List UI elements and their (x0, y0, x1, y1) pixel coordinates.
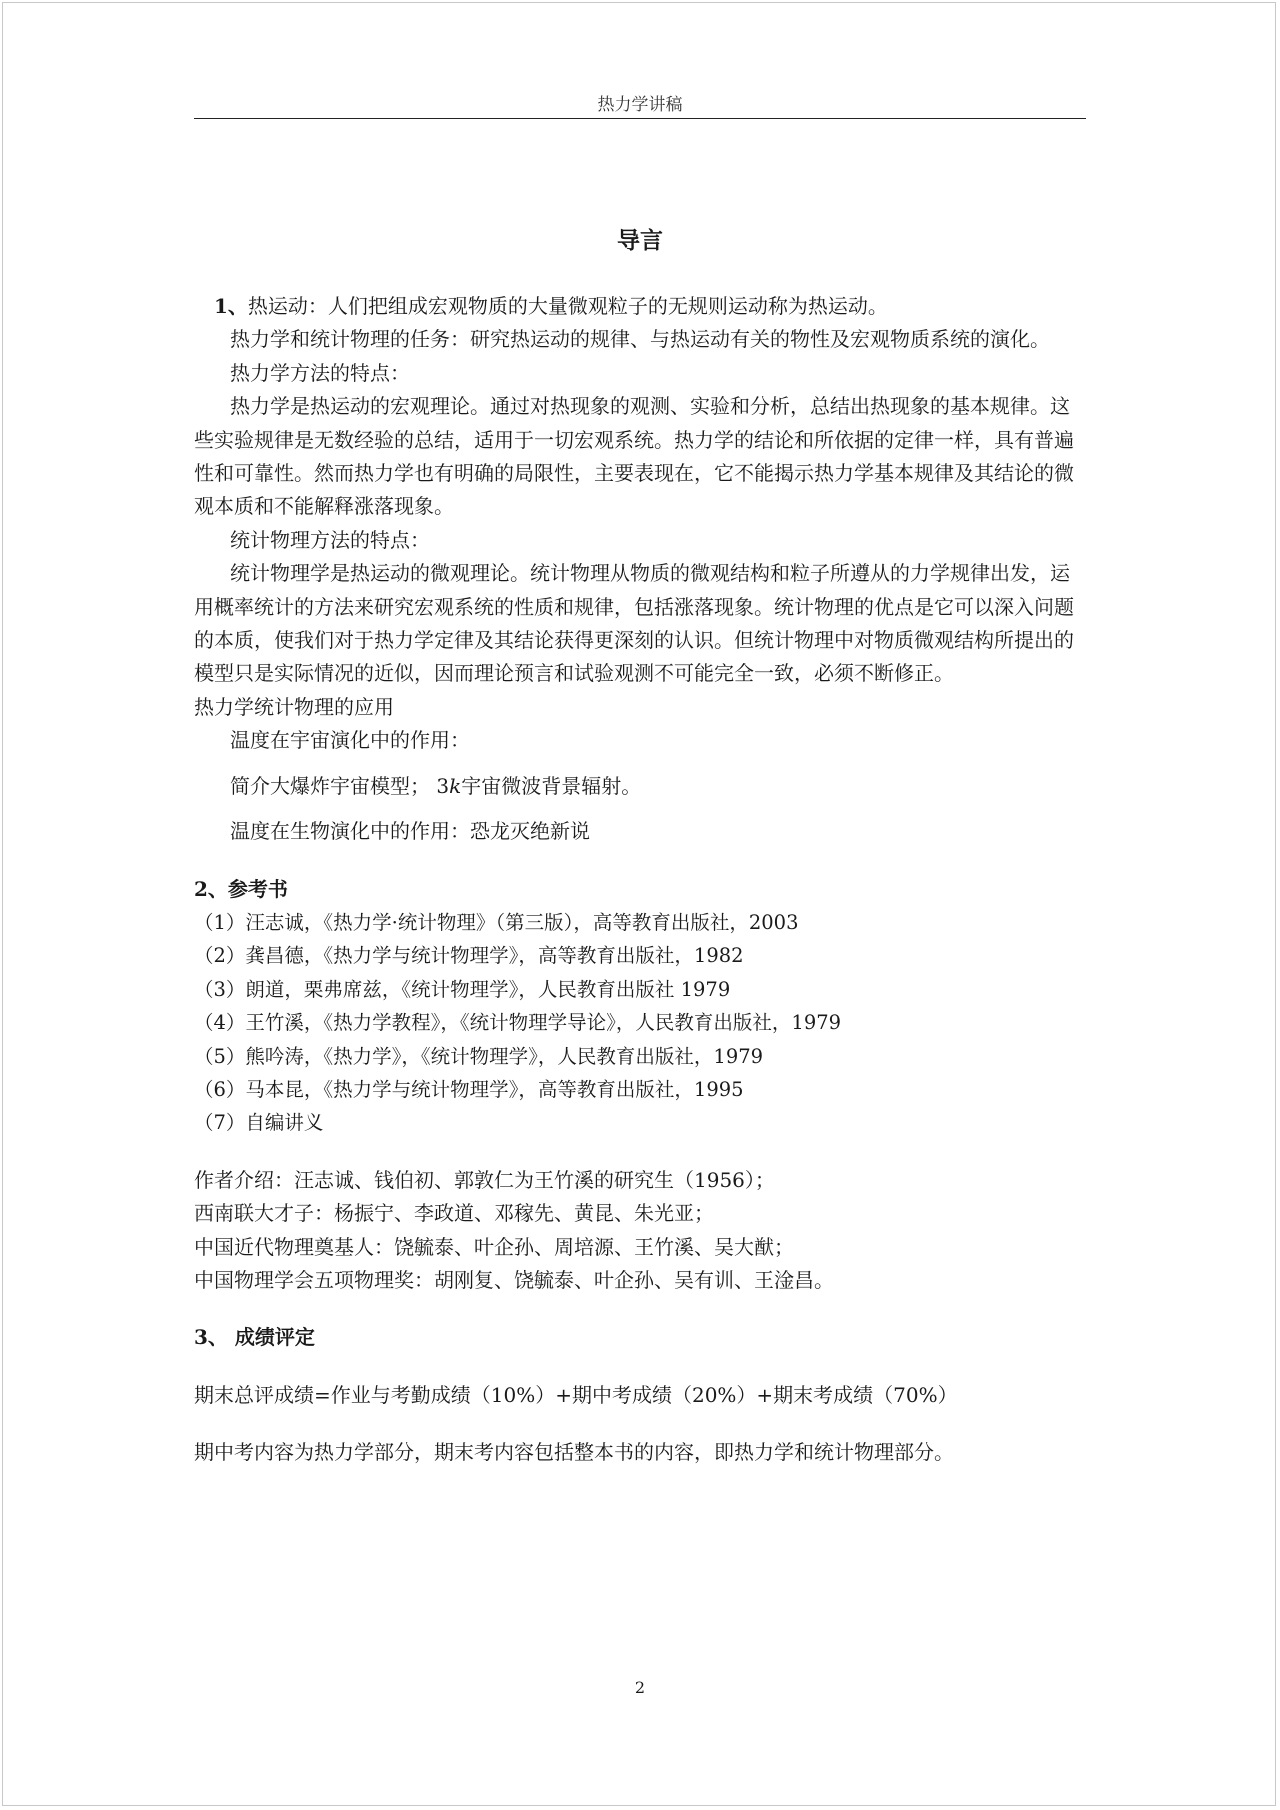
spacer (194, 861, 1086, 873)
note-line: 作者介绍：汪志诚、钱伯初、郭敦仁为王竹溪的研究生（1956）； (194, 1167, 775, 1192)
reference-list (194, 906, 1086, 1140)
bigbang-line (194, 770, 1086, 803)
stat-method-label: 统计物理方法的特点： (230, 527, 430, 552)
spacer (194, 758, 1086, 770)
main-content (194, 290, 1086, 1470)
grading-formula: 期末总评成绩=作业与考勤成绩（10%）+期中考成绩（20%）+期末考成绩（70%） (194, 1382, 958, 1407)
header-rule (194, 118, 1086, 119)
applications-line: 热力学统计物理的应用 (194, 694, 394, 719)
section2-heading: 2、参考书 (194, 876, 288, 901)
spacer (194, 1140, 1086, 1152)
section1-heading-text: 热运动：人们把组成宏观物质的大量微观粒子的无规则运动称为热运动。 (247, 294, 888, 318)
running-header: 热力学讲稿 (597, 95, 683, 115)
bigbang-formula-k: k (449, 773, 462, 798)
reference-item: （4）王竹溪，《热力学教程》，《统计物理学导论》，人民教育出版社，1979 (194, 1011, 842, 1035)
bio-line: 温度在生物演化中的作用：恐龙灭绝新说 (230, 819, 590, 844)
spacer (194, 1309, 1086, 1321)
reference-item: （3）朗道，栗弗席兹，《统计物理学》，人民教育出版社 1979 (194, 977, 731, 1001)
spacer (194, 803, 1086, 815)
task-paragraph: 热力学和统计物理的任务：研究热运动的规律、与热运动有关的物性及宏观物质系统的演化。 (230, 327, 1050, 352)
bigbang-text: 简介大爆炸宇宙模型； (230, 773, 430, 798)
reference-item: （2）龚昌德，《热力学与统计物理学》，高等教育出版社，1982 (194, 944, 744, 968)
reference-item: （5）熊吟涛，《热力学》，《统计物理学》，人民教育出版社，1979 (194, 1044, 764, 1068)
reference-item: （6）马本昆，《热力学与统计物理学》，高等教育出版社，1995 (194, 1077, 744, 1101)
exam-scope: 期中考内容为热力学部分，期末考内容包括整本书的内容，即热力学和统计物理部分。 (194, 1440, 954, 1465)
reference-item: （7）自编讲义 (194, 1111, 324, 1135)
spacer (194, 1297, 1086, 1309)
section1-heading-num: 1、 (214, 294, 248, 318)
note-line: 西南联大才子：杨振宁、李政道、邓稼先、黄昆、朱光亚； (194, 1201, 714, 1226)
spacer (194, 1152, 1086, 1164)
spacer (194, 849, 1086, 861)
note-line: 中国近代物理奠基人：饶毓泰、叶企孙、周培源、王竹溪、吴大猷； (194, 1234, 794, 1259)
page-title: 导言 (617, 227, 663, 254)
bigbang-formula-num: 3 (436, 773, 450, 798)
thermo-method-label: 热力学方法的特点： (230, 360, 410, 385)
spacer (194, 1367, 1086, 1379)
stat-method-paragraph: 统计物理学是热运动的微观理论。统计物理从物质的微观结构和粒子所遵从的力学规律出发，运用概率统计的方法来研究宏观系统的性质和规律，包括涨落现象。统计物理的优点是它可以深入问题的本质，使我们对于热力学定律及其结论获得更深刻的认识。但统计物理中对物质微观结构所提出的模型只是实际情况的近似，因而理论预言和试验观测不可能完全一致，必须不断修正。 (194, 561, 1074, 686)
spacer (194, 1355, 1086, 1367)
bigbang-tail: 宇宙微波背景辐射。 (461, 773, 642, 798)
spacer (194, 1412, 1086, 1424)
cosmos-line: 温度在宇宙演化中的作用： (230, 728, 470, 753)
note-line: 中国物理学会五项物理奖：胡刚复、饶毓泰、叶企孙、吴有训、王淦昌。 (194, 1267, 834, 1292)
thermo-method-paragraph: 热力学是热运动的宏观理论。通过对热现象的观测、实验和分析，总结出热现象的基本规律。这些实验规律是无数经验的总结，适用于一切宏观系统。热力学的结论和所依据的定律一样，具有普遍性和可靠性。然而热力学也有明确的局限性，主要表现在，它不能揭示热力学基本规律及其结论的微观本质和不能解释涨落现象。 (194, 394, 1074, 519)
section3-heading: 3、 成绩评定 (194, 1325, 315, 1350)
page-number: 2 (634, 1678, 646, 1697)
spacer (194, 1424, 1086, 1436)
reference-item: （1）汪志诚，《热力学·统计物理》（第三版），高等教育出版社，2003 (194, 910, 799, 934)
section1-heading (194, 290, 1086, 323)
